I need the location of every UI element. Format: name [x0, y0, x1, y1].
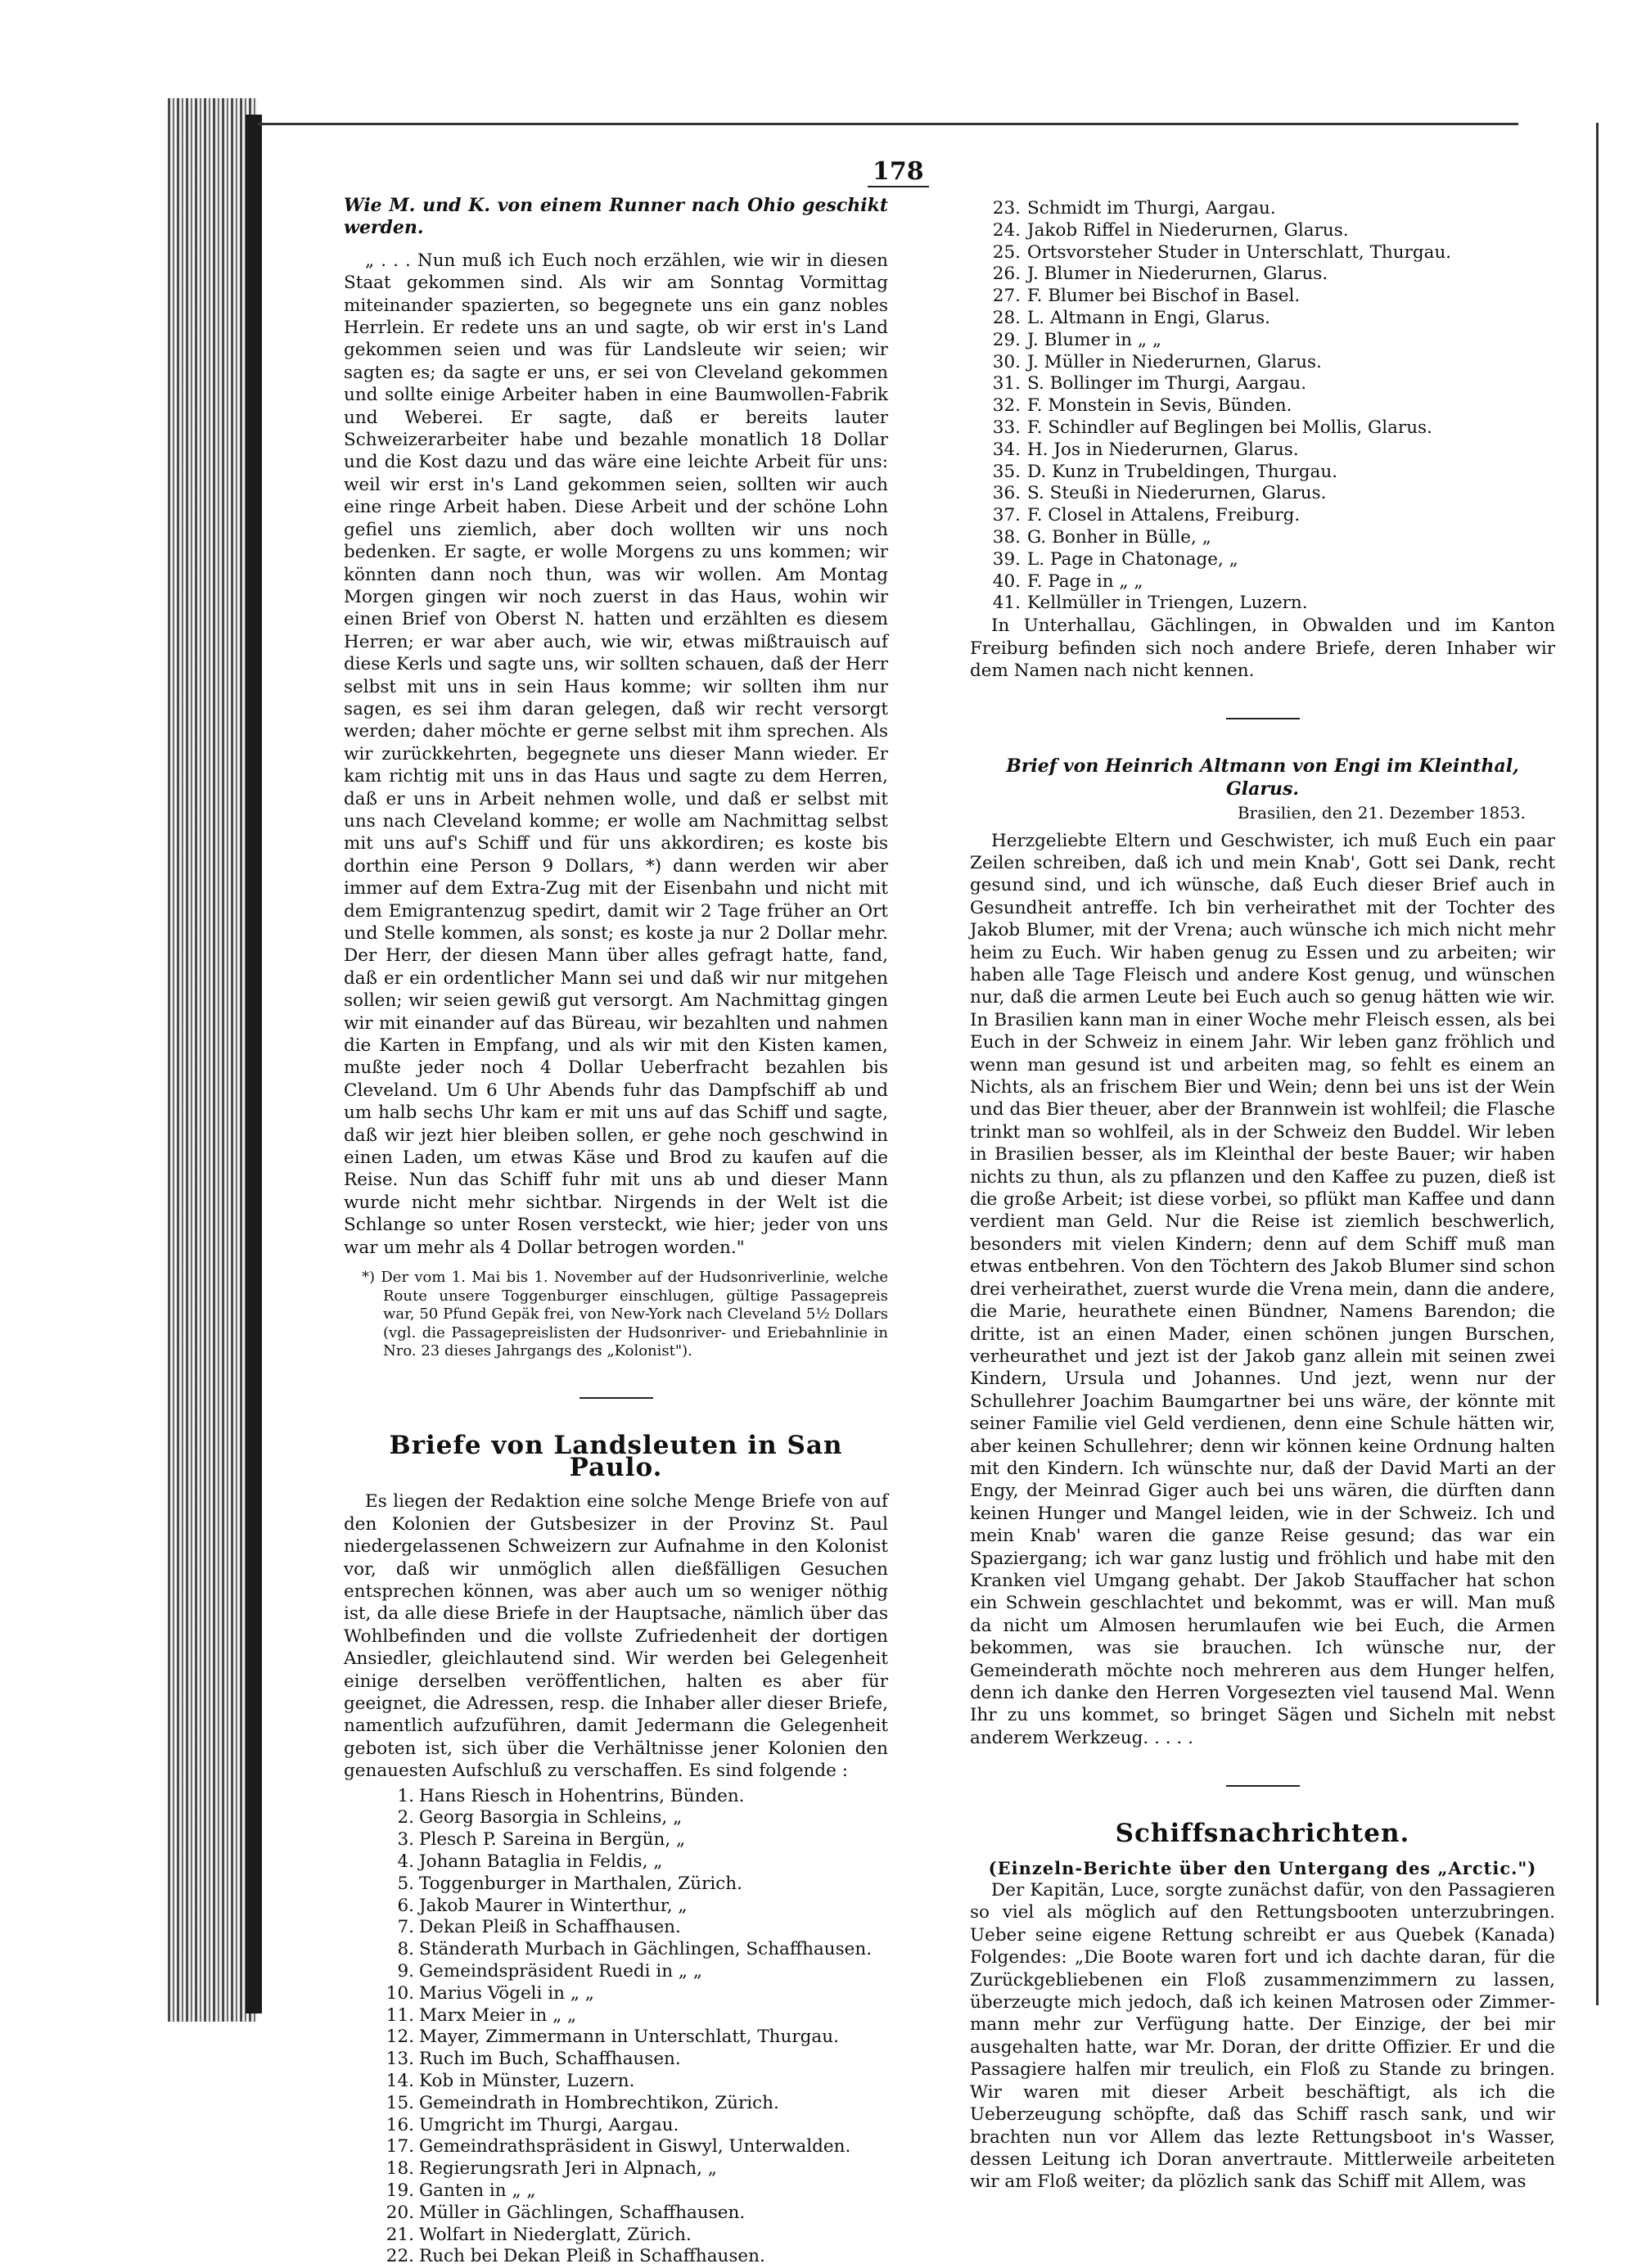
- section-divider: [579, 1397, 653, 1399]
- list-item: 41. Kellmüller in Triengen, Luzern.: [992, 593, 1308, 614]
- letter-title: Brief von Heinrich Altmann von Engi im Kleinthal, Glarus.: [1006, 755, 1519, 800]
- section-divider: [1226, 1785, 1300, 1787]
- page-top-rule: [258, 123, 1518, 125]
- section-body-san-paulo: Es liegen der Redaktion eine solche Menge Briefe von auf den Kolonien der Gutsbesizer in der Provinz St. Paul niedergelassenen Schweizern zur Aufnahme in den Kolonist vor, daß wir unmöglich allen dießfälligen Gesuchen entsprechen können, was aber auch um so weniger nöthig ist, da alle diese Briefe in der Hauptsache, nämlich über das Wohlbefinden und die vollste Zufriedenheit der dortigen Ansiedler, gleichlautend sind. Wir werden bei Gelegenheit einige derselben veröffentlichen, halten es aber für geeignet, die Adressen, resp. die Inhaber aller dieser Briefe, namentlich aufzuführen, damit Jedermann die Gelegenheit geboten ist, sich über die Verhältnisse jener Kolonien den genauesten Aufschluß zu verschaffen. Es sind folgende :: [344, 1491, 888, 1782]
- list-item: 40. F. Page in „ „: [992, 570, 1143, 592]
- list-item: 34. H. Jos in Niederurnen, Glarus.: [992, 439, 1299, 460]
- list-item: 17. Gemeindrathspräsident in Giswyl, Unterwalden.: [386, 2136, 851, 2158]
- list-item: 27. F. Blumer bei Bischof in Basel.: [992, 286, 1301, 307]
- list-item: 19. Ganten in „ „: [386, 2180, 536, 2202]
- section-title-ship-news: Schiffsnachrichten.: [1115, 1819, 1410, 1849]
- list-item: 22. Ruch bei Dekan Pleiß in Schaffhausen.: [386, 2246, 765, 2267]
- section-title-san-paulo: Briefe von Landsleuten in San Paulo.: [389, 1430, 843, 1482]
- list-item: 6. Jakob Maurer in Winterthur, „: [397, 1895, 688, 1916]
- list-item: 20. Müller in Gächlingen, Schaffhausen.: [386, 2202, 746, 2223]
- list-item: 18. Regierungsrath Jeri in Alpnach, „: [386, 2158, 717, 2180]
- list-item: 4. Johann Bataglia in Feldis, „: [397, 1851, 663, 1873]
- left-column: [344, 188, 888, 2268]
- list-item: 21. Wolfart in Niederglatt, Zürich.: [386, 2224, 692, 2245]
- list-item: 38. G. Bonher in Bülle, „: [992, 526, 1211, 548]
- list-item: 31. S. Bollinger im Thurgi, Aargau.: [992, 373, 1307, 395]
- list-item: 3. Plesch P. Sareina in Bergün, „: [397, 1829, 686, 1851]
- ship-news-subtitle: (Einzeln-Berichte über den Untergang des „Arctic."): [988, 1857, 1537, 1878]
- list-item: 25. Ortsvorsteher Studer in Unterschlatt, Thurgau.: [992, 241, 1452, 263]
- list-item: 32. F. Monstein in Sevis, Bünden.: [992, 395, 1292, 417]
- ship-news-body: Der Kapitän, Luce, sorgte zunächst dafür, von den Passagieren so viel als möglich auf den Rettungsbooten unterzubringen. Ueber seine eigene Rettung schreibt er aus Quebek (Kanada) Folgendes: „Die Boote waren fort und ich dachte daran, für die Zurückgebliebenen ein Floß zusammenzimmern zu lassen, überzeugte mich jedoch, daß ich keinen Matrosen oder Zimmer-mann mehr zur Verfügung hatte. Der Einzige, der bei mir ausgehalten hatte, war Mr. Doran, der dritte Offizier. Er und die Passagiere halfen mir treulich, ein Floß zu Stande zu bringen. Wir waren mit dieser Arbeit beschäftigt, als ich die Ueberzeugung schöpfte, daß das Schiff rasch sank, und wir brachten nun vor Allem das lezte Rettungsboot in's Wasser, dessen Leitung ich Doran anvertraute. Mittlerweile arbeiteten wir am Floß weiter; da plözlich sank das Schiff mit Allem, was: [970, 1880, 1555, 2193]
- right-column: [970, 198, 1555, 2194]
- list-item: 10. Marius Vögeli in „ „: [386, 1982, 594, 2004]
- letter-date: Brasilien, den 21. Dezember 1853.: [1237, 803, 1526, 823]
- list-item: 30. J. Müller in Niederurnen, Glarus.: [992, 351, 1322, 372]
- list-item: 16. Umgricht im Thurgi, Aargau.: [386, 2114, 679, 2135]
- list-item: 36. S. Steußi in Niederurnen, Glarus.: [992, 483, 1327, 504]
- book-page-edge: [168, 98, 258, 2022]
- list-item: 24. Jakob Riffel in Niederurnen, Glarus.: [992, 219, 1349, 241]
- list-item: 7. Dekan Pleiß in Schaffhausen.: [397, 1917, 681, 1938]
- list-item: 26. J. Blumer in Niederurnen, Glarus.: [992, 264, 1328, 285]
- list-item: 1. Hans Riesch in Hohentrins, Bünden.: [397, 1785, 745, 1806]
- footnote: *) Der vom 1. Mai bis 1. November auf der Hudsonriverlinie, welche Route unsere Toggenburger einschlugen, gültige Passagepreis war, 50 Pfund Gepäk frei, von New-York nach Cleveland 5½ Dollars (vgl. die Passagepreislisten der Hudsonriver- und Eriebahnlinie in Nro. 23 dieses Jahrgangs des „Kolonist").: [362, 1269, 888, 1360]
- page-number: 178: [868, 157, 929, 187]
- list-item: 28. L. Altmann in Engi, Glarus.: [992, 307, 1270, 328]
- article-title-runner: Wie M. und K. von einem Runner nach Ohio geschikt werden.: [344, 195, 888, 239]
- list-item: 12. Mayer, Zimmermann in Unterschlatt, Thurgau.: [386, 2027, 839, 2048]
- list-footnote: In Unterhallau, Gächlingen, in Obwalden und im Kanton Freiburg befinden sich noch andere Briefe, deren Inhaber wir dem Namen nach nicht kennen.: [970, 615, 1555, 681]
- list-item: 23. Schmidt im Thurgi, Aargau.: [992, 198, 1276, 219]
- book-gutter-shadow: [246, 115, 262, 2013]
- letter-holder-list-left: [344, 1786, 888, 2268]
- list-item: 15. Gemeindrath in Hombrechtikon, Zürich.: [386, 2092, 779, 2113]
- article-body-runner: „ . . . Nun muß ich Euch noch erzählen, wie wir in diesen Staat gekommen sind. Als wir am Sonntag Vormittag miteinander spazierten, so begegnete uns ein ganz nobles Herrlein. Er redete uns an und sagte, ob wir erst in's Land gekommen seien und was für Landsleute wir seien; wir sagten es; da sagte er uns, er sei von Cleveland gekommen und sollte einige Arbeiter haben in eine Baumwollen-Fabrik und Weberei. Er sagte, daß er bereits lauter Schweizerarbeiter habe und bezahle monatlich 18 Dollar und die Kost dazu und das wäre eine leichte Arbeit für uns: weil wir erst in's Land gekommen seien, sollten wir auch eine ringe Arbeit haben. Diese Arbeit und der schöne Lohn gefiel uns ziemlich, aber doch wollten wir uns noch bedenken. Er sagte, er wolle Morgens zu uns kommen; wir könnten dann noch thun, was wir wollen. Am Montag Morgen gingen wir noch zuerst in das Haus, wohin wir einen Brief von Oberst N. hatten und erzählten es diesem Herren; er war aber auch, wie wir, etwas mißtrauisch auf diese Kerls und sagte uns, wir sollten schauen, daß der Herr selbst mit uns in sein Haus komme; wir sollten ihm nur sagen, es sei ihm daran gelegen, daß wir recht versorgt werden; daher möchte er gerne selbst mit ihm sprechen. Als wir zurückkehrten, begegnete uns dieser Mann wieder. Er kam richtig mit uns in das Haus und sagte zu dem Herren, daß er uns in Arbeit nehmen wolle, und daß er selbst mit uns nach Cleveland komme; er wolle am Nachmittag selbst mit uns auf's Schiff und für uns akkordiren; es koste bis dorthin eine Person 9 Dollars, *) dann werden wir aber immer auf dem Extra-Zug mit der Eisenbahn und nicht mit dem Emigrantenzug spedirt, damit wir 2 Tage früher an Ort und Stelle kommen, als sonst; es koste ja nur 2 Dollar mehr. Der Herr, der diesen Mann über alles gefragt hatte, fand, daß er ein ordentlicher Mann sei und daß wir nur mitgehen sollen; wir seien gewiß gut versorgt. Am Nachmittag gingen wir mit einander auf das Büreau, wir bezahlten und nahmen die Karten in Empfang, und als wir mit den Kisten kamen, mußte jeder noch 4 Dollar Ueberfracht bezahlen bis Cleveland. Um 6 Uhr Abends fuhr das Dampfschiff ab und um halb sechs Uhr kam er mit uns auf das Schiff und sagte, daß wir jezt hier bleiben sollen, er gehe noch geschwind in einen Laden, um etwas Käse und Brod zu kaufen auf die Reise. Nun das Schiff fuhr mit uns ab und dieser Mann wurde nicht mehr sichtbar. Nirgends in der Welt ist die Schlange so unter Rosen versteckt, wie hier; jeder von uns war um mehr als 4 Dollar betrogen worden.": [344, 250, 888, 1258]
- list-item: 29. J. Blumer in „ „: [992, 329, 1162, 350]
- list-item: 2. Georg Basorgia in Schleins, „: [397, 1807, 683, 1828]
- list-item: 8. Ständerath Murbach in Gächlingen, Schaffhausen.: [397, 1939, 873, 1960]
- list-item: 39. L. Page in Chatonage, „: [992, 548, 1238, 570]
- page-right-edge: [1596, 123, 1599, 2005]
- letter-body: Herzgeliebte Eltern und Geschwister, ich muß Euch ein paar Zeilen schreiben, daß ich und mein Knab', Gott sei Dank, recht gesund sind, und ich wünsche, daß Euch dieser Brief auch in Gesundheit antreffe. Ich bin verheirathet mit der Tochter des Jakob Blumer, mit der Vrena; auch wünsche ich mich nicht mehr heim zu Euch. Wir haben genug zu Essen und zu arbeiten; wir haben alle Tage Fleisch und andere Kost genug, und wünschen nur, daß die armen Leute bei Euch auch so genug hätten wie wir. In Brasilien kann man in einer Woche mehr Fleisch essen, als bei Euch in der Schweiz in einem Jahr. Wir leben ganz fröhlich und wenn man gesund ist und arbeiten mag, so fehlt es einem an Nichts, als an frischem Bier und Wein; denn bei uns ist der Wein und das Bier theuer, aber der Brannwein ist wohlfeil; die Flasche trinkt man so wohlfeil, als in der Schweiz den Buddel. Wir leben in Brasilien besser, als im Kleinthal der beste Bauer; wir haben nichts zu thun, als zu pflanzen und den Kaffee zu puzen, dieß ist die große Arbeit; ist diese vorbei, so pflükt man Kaffee und dann verdient man Geld. Nur die Reise ist ziemlich beschwerlich, besonders mit vielen Kindern; denn auf dem Schiff muß man etwas entbehren. Von den Töchtern des Jakob Blumer sind schon drei verheirathet, zuerst wurde die Vrena mein, dann die andere, die Marie, heurathete einen Bündner, Namens Barendon; die dritte, ist an einen Mader, einen schönen jungen Burschen, verheurathet und jezt ist der Jakob ganz allein mit seinen zwei Kindern, Ursula und Johannes. Und jezt, wenn nur der Schullehrer Joachim Baumgartner bei uns wäre, der könnte mit seiner Familie viel Geld verdienen, denn eine Schule hätten wir, aber keinen Schullehrer; denn wir können keine Ordnung halten mit den Kindern. Ich wünschte nur, daß der David Marti an der Engy, der Meinrad Giger auch bei uns wären, die dürften dann keinen Hunger und Mangel leiden, wie in der Schweiz. Ich und mein Knab' waren die ganze Reise gesund; das war ein Spaziergang; ich war ganz lustig und fröhlich und habe mit den Kranken viel Umgang gehabt. Der Jakob Stauffacher hat schon ein Schwein geschlachtet und bekommt, was er will. Man muß da nicht um Almosen herumlaufen wie bei Euch, die Armen bekommen, was sie brauchen. Ich wünsche nur, der Gemeinderath möchte noch mehreren aus dem Hunger helfen, denn ich danke den Herren Vorgesezten viel tausend Mal. Wenn Ihr zu uns kommet, so bringet Sägen und Sicheln mit nebst anderem Werkzeug. . . . .: [970, 830, 1555, 1748]
- letter-holder-list-right: [970, 198, 1555, 615]
- list-item: 5. Toggenburger in Marthalen, Zürich.: [397, 1873, 742, 1894]
- section-divider: [1226, 718, 1300, 719]
- list-item: 14. Kob in Münster, Luzern.: [386, 2071, 635, 2092]
- list-item: 9. Gemeindspräsident Ruedi in „ „: [397, 1961, 703, 1982]
- list-item: 35. D. Kunz in Trubeldingen, Thurgau.: [992, 461, 1338, 482]
- list-item: 33. F. Schindler auf Beglingen bei Mollis, Glarus.: [992, 417, 1432, 438]
- list-item: 11. Marx Meier in „ „: [386, 2004, 577, 2026]
- list-item: 37. F. Closel in Attalens, Freiburg.: [992, 505, 1301, 526]
- list-item: 13. Ruch im Buch, Schaffhausen.: [386, 2049, 681, 2070]
